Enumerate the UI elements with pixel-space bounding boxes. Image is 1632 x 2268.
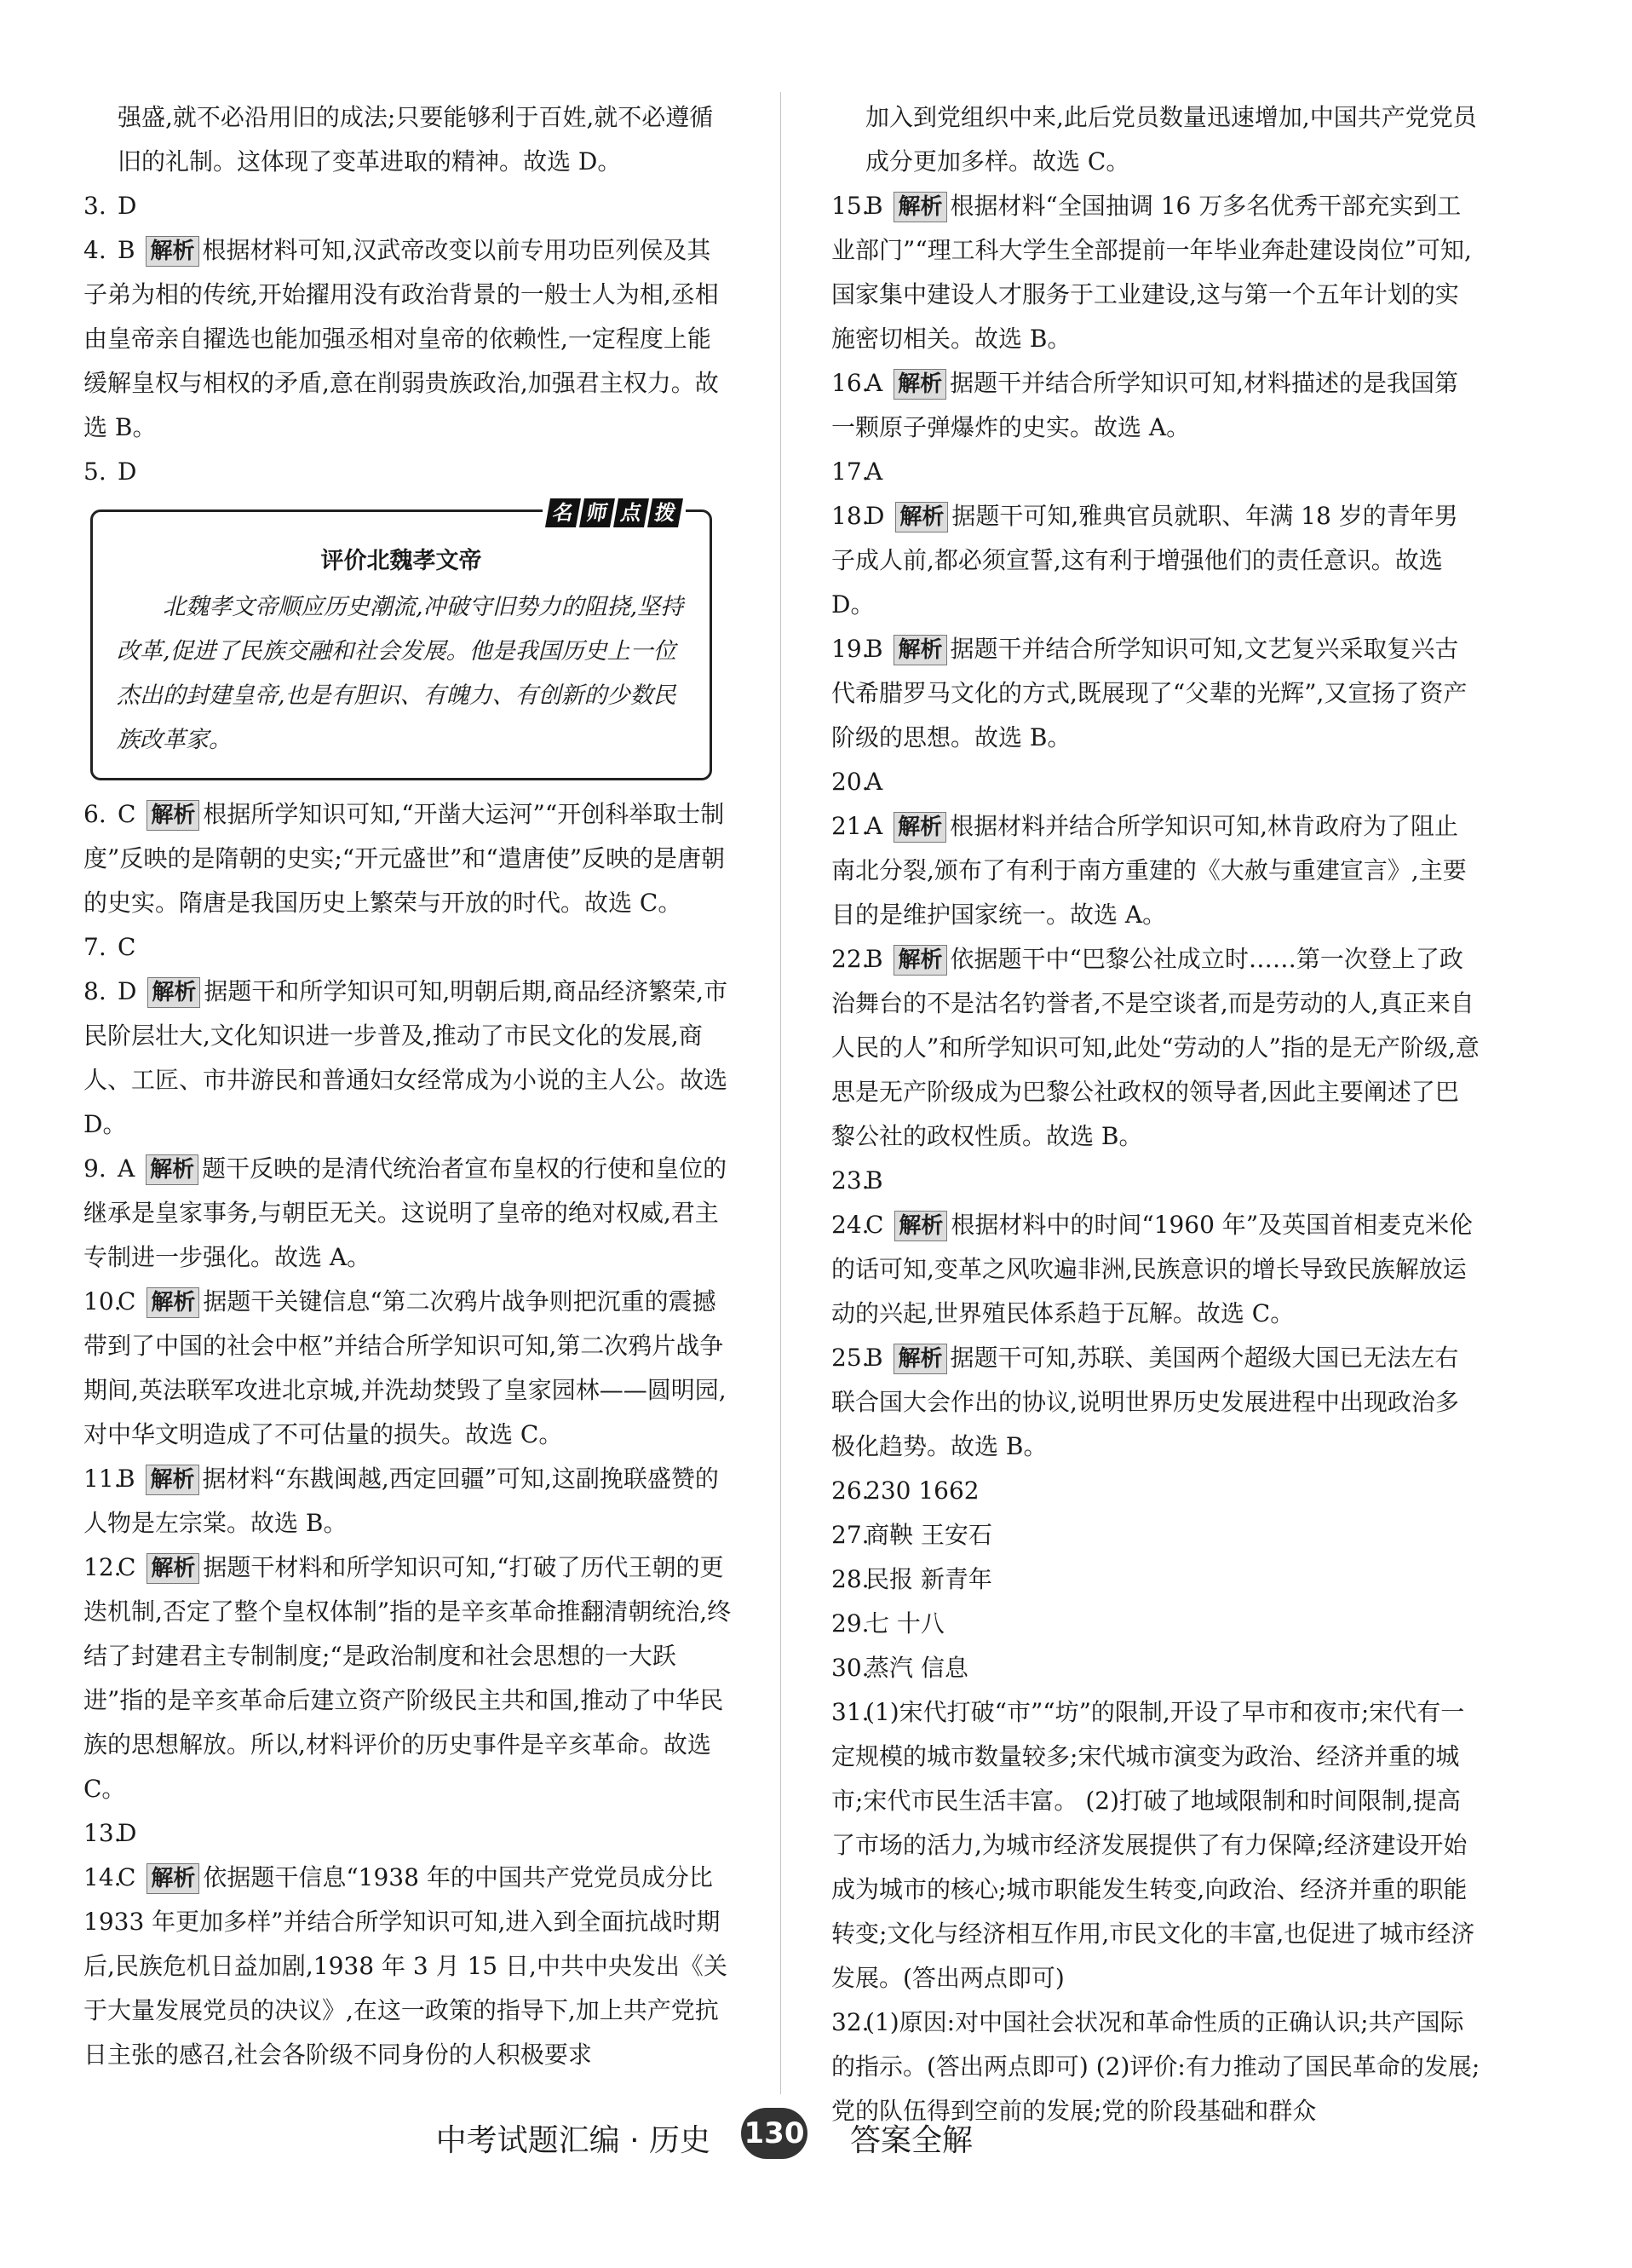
answer-number: 7.	[83, 933, 106, 961]
analysis-tag: 解析	[147, 1553, 199, 1584]
answer-text: (1)宋代打破“市”“坊”的限制,开设了早市和夜市;宋代有一定规模的城市数量较多;宋代城市演变为政治、经济并重的城市;宋代市民生活丰富。 (2)打破了地域限制和时间限制,提高了市场的活力,为城市经济发展提供了有力保障;经济建设开始成为城市的核心;城市职能发生转变,向政治、经济并重的职能转变;文化与经济相互作用,市民文化的丰富,也促进了城市经济发展。(答出两点即可)	[831, 1698, 1475, 1992]
answer-number: 32.	[831, 2008, 870, 2036]
answer-text: C 解析 依据题干信息“1938 年的中国共产党党员成分比 1933 年更加多样”并结合所学知识可知,进入到全面抗战时期后,民族危机日益加剧,1938 年 3 月 15 日,中共中央发出《关于大量发展党员的决议》,在这一政策的指导下,加上共产党抗日主张的感召,社会各阶级不同身份的人积极要求	[83, 1863, 727, 2069]
answer-entry	[83, 1147, 733, 1280]
tip-badge-char: 点	[613, 498, 649, 527]
answer-entry	[83, 1856, 733, 2077]
answer-text: D 解析 据题干和所学知识可知,明朝后期,商品经济繁荣,市民阶层壮大,文化知识进一步普及,推动了市民文化的发展,商人、工匠、市井游民和普通妇女经常成为小说的主人公。故选 D。	[83, 977, 728, 1138]
analysis-tag: 解析	[894, 945, 946, 976]
answer-text: A	[865, 458, 883, 486]
answer-text: A 解析 根据材料并结合所学知识可知,林肯政府为了阻止南北分裂,颁布了有利于南方重建的《大赦与重建宣言》,主要目的是维护国家统一。故选 A。	[831, 812, 1467, 929]
answer-entry	[831, 1690, 1480, 2000]
left-column	[83, 95, 733, 2077]
answer-number: 27.	[831, 1521, 870, 1549]
answer-number: 11.	[83, 1465, 122, 1493]
answer-number: 20.	[831, 768, 870, 796]
footer-book-title: 中考试题汇编 · 历史	[435, 2123, 710, 2158]
tip-body: 北魏孝文帝顺应历史潮流,冲破守旧势力的阻挠,坚持改革,促进了民族交融和社会发展。他是我国历史上一位杰出的封建皇帝,也是有胆识、有魄力、有创新的少数民族改革家。	[117, 594, 684, 753]
answer-number: 15.	[831, 192, 870, 220]
answer-entry	[831, 627, 1480, 760]
answer-entry	[831, 1557, 1480, 1602]
answer-text: C	[118, 933, 136, 961]
answer-number: 31.	[831, 1698, 870, 1726]
answer-number: 5.	[83, 458, 106, 486]
answer-number: 28.	[831, 1565, 870, 1593]
answer-number: 18.	[831, 502, 870, 530]
answer-text: B 解析 据题干可知,苏联、美国两个超级大国已无法左右联合国大会作出的协议,说明世界历史发展进程中出现政治多极化趋势。故选 B。	[831, 1344, 1459, 1460]
answer-text: (1)原因:对中国社会状况和革命性质的正确认识;共产国际的指示。(答出两点即可) (2)评价:有力推动了国民革命的发展;党的队伍得到空前的发展;党的阶段基础和群众	[831, 2008, 1480, 2125]
answer-text: C 解析 根据材料中的时间“1960 年”及英国首相麦克米伦的话可知,变革之风吹遍非洲,民族意识的增长导致民族解放运动的兴起,世界殖民体系趋于瓦解。故选 C。	[831, 1211, 1474, 1327]
answer-text: D	[118, 192, 137, 220]
answer-text: 加入到党组织中来,此后党员数量迅速增加,中国共产党党员成分更加多样。故选 C。	[865, 103, 1477, 176]
answer-number: 25.	[831, 1344, 870, 1372]
answer-entry	[83, 970, 733, 1147]
answer-number: 12.	[83, 1553, 122, 1581]
answer-entry	[831, 450, 1480, 494]
right-column	[831, 95, 1480, 2133]
answer-text: A 解析 题干反映的是清代统治者宣布皇权的行使和皇位的继承是皇家事务,与朝臣无关。这说明了皇帝的绝对权威,君主专制进一步强化。故选 A。	[83, 1154, 727, 1271]
answer-number: 13.	[83, 1819, 122, 1847]
answer-entry	[831, 184, 1480, 361]
answer-text: D 解析 据题干可知,雅典官员就职、年满 18 岁的青年男子成人前,都必须宣誓,这有利于增强他们的责任意识。故选 D。	[831, 502, 1458, 619]
analysis-tag: 解析	[894, 635, 946, 665]
page-number: 130	[741, 2108, 807, 2159]
answer-number: 26.	[831, 1477, 870, 1505]
analysis-tag: 解析	[895, 502, 948, 532]
analysis-tag: 解析	[894, 812, 946, 843]
answer-entry	[83, 95, 733, 184]
answer-text: C 解析 据题干关键信息“第二次鸦片战争则把沉重的震撼带到了中国的社会中枢”并结合所学知识可知,第二次鸦片战争期间,英法联军攻进北京城,并洗劫焚毁了皇家园林——圆明园,对中华文明造成了不可估量的损失。故选 C。	[83, 1287, 727, 1448]
answer-text: 七 十八	[865, 1609, 945, 1638]
answer-number: 14.	[83, 1863, 122, 1891]
answer-entry	[831, 95, 1480, 184]
answer-entry	[831, 1159, 1480, 1203]
answer-number: 23.	[831, 1166, 870, 1194]
tip-badge-char: 名	[545, 498, 581, 527]
answer-text: B 解析 据题干并结合所学知识可知,文艺复兴采取复兴古代希腊罗马文化的方式,既展现了“父辈的光辉”,又宣扬了资产阶级的思想。故选 B。	[831, 635, 1468, 751]
answer-number: 6.	[83, 800, 106, 828]
analysis-tag: 解析	[147, 1287, 199, 1318]
answer-entry	[83, 1280, 733, 1457]
answer-text: B 解析 据材料“东戡闽越,西定回疆”可知,这副挽联盛赞的人物是左宗棠。故选 B。	[83, 1465, 719, 1537]
analysis-tag: 解析	[894, 192, 946, 222]
answer-text: B	[865, 1166, 883, 1194]
answer-entry	[831, 494, 1480, 627]
tip-title: 评价北魏孝文帝	[320, 548, 482, 574]
answer-number: 29.	[831, 1609, 870, 1638]
analysis-tag: 解析	[147, 977, 200, 1008]
analysis-tag: 解析	[894, 1344, 946, 1374]
answer-entry	[831, 937, 1480, 1159]
column-divider	[780, 92, 781, 2094]
answer-entry	[83, 1457, 733, 1546]
answer-number: 3.	[83, 192, 106, 220]
answer-number: 17.	[831, 458, 870, 486]
answer-entry	[831, 1203, 1480, 1336]
answer-entry	[831, 1513, 1480, 1557]
answer-entry	[83, 228, 733, 450]
teacher-tip-box	[90, 501, 712, 780]
answer-number: 9.	[83, 1154, 106, 1183]
answer-entry	[831, 1469, 1480, 1513]
answer-number: 8.	[83, 977, 106, 1005]
answer-entry	[83, 925, 733, 970]
answer-entry	[83, 1811, 733, 1856]
answer-text: 民报 新青年	[865, 1565, 992, 1593]
answer-entry	[83, 792, 733, 925]
answer-text: D	[118, 1819, 137, 1847]
answer-number: 19.	[831, 635, 870, 663]
page-footer	[0, 2108, 1632, 2167]
answer-number: 16.	[831, 369, 870, 397]
answer-entry	[831, 1602, 1480, 1646]
answer-text: A 解析 据题干并结合所学知识可知,材料描述的是我国第一颗原子弹爆炸的史实。故选 A。	[831, 369, 1459, 441]
answer-text: 230 1662	[865, 1477, 980, 1505]
tip-badge-char: 师	[579, 498, 615, 527]
tip-badge-char: 拨	[647, 498, 683, 527]
tip-badge	[543, 498, 686, 527]
answer-entry	[831, 361, 1480, 450]
analysis-tag: 解析	[147, 800, 199, 831]
answer-entry	[831, 1646, 1480, 1690]
answer-number: 24.	[831, 1211, 870, 1239]
answer-number: 30.	[831, 1654, 870, 1682]
answer-number: 10.	[83, 1287, 122, 1315]
answer-number: 22.	[831, 945, 870, 973]
answer-text: B 解析 根据材料“全国抽调 16 万多名优秀干部充实到工业部门”“理工科大学生全部提前一年毕业奔赴建设岗位”可知,国家集中建设人才服务于工业建设,这与第一个五年计划的实施密切相关。故选 B。	[831, 192, 1472, 353]
answer-text: B 解析 依据题干中“巴黎公社成立时……第一次登上了政治舞台的不是沽名钓誉者,不是空谈者,而是劳动的人,真正来自人民的人”和所学知识可知,此处“劳动的人”指的是无产阶级,意思是无产阶级成为巴黎公社政权的领导者,因此主要阐述了巴黎公社的政权性质。故选 B。	[831, 945, 1480, 1150]
answer-text: C 解析 据题干材料和所学知识可知,“打破了历代王朝的更迭机制,否定了整个皇权体制”指的是辛亥革命推翻清朝统治,终结了封建君主专制制度;“是政治制度和社会思想的一大跃进”指的是辛亥革命后建立资产阶级民主共和国,推动了中华民族的思想解放。所以,材料评价的历史事件是辛亥革命。故选 C。	[83, 1553, 732, 1803]
answer-text: 强盛,就不必沿用旧的成法;只要能够利于百姓,就不必遵循旧的礼制。这体现了变革进取的精神。故选 D。	[118, 103, 714, 176]
answer-text: A	[865, 768, 883, 796]
answer-text: D	[118, 458, 137, 486]
answer-number: 21.	[831, 812, 870, 840]
answer-text: C 解析 根据所学知识可知,“开凿大运河”“开创科举取士制度”反映的是隋朝的史实;“开元盛世”和“遣唐使”反映的是唐朝的史实。隋唐是我国历史上繁荣与开放的时代。故选 C。	[83, 800, 726, 917]
answer-text: B 解析 根据材料可知,汉武帝改变以前专用功臣列侯及其子弟为相的传统,开始擢用没有政治背景的一般士人为相,丞相由皇帝亲自擢选也能加强丞相对皇帝的依赖性,一定程度上能缓解皇权与相权的矛盾,意在削弱贵族政治,加强君主权力。故选 B。	[83, 236, 719, 441]
footer-section-title: 答案全解	[850, 2123, 974, 2158]
answer-number: 4.	[83, 236, 106, 264]
analysis-tag: 解析	[146, 1465, 198, 1495]
analysis-tag: 解析	[894, 369, 946, 400]
analysis-tag: 解析	[146, 1154, 198, 1185]
answer-text: 商鞅 王安石	[865, 1521, 992, 1549]
answer-text: 蒸汽 信息	[865, 1654, 968, 1682]
answer-entry	[831, 804, 1480, 937]
answer-entry	[831, 1336, 1480, 1469]
answer-entry	[83, 184, 733, 228]
analysis-tag: 解析	[147, 1863, 199, 1894]
analysis-tag: 解析	[146, 236, 198, 267]
answer-entry	[83, 450, 733, 494]
answer-entry	[831, 760, 1480, 804]
answer-entry	[83, 1546, 733, 1811]
analysis-tag: 解析	[894, 1211, 947, 1241]
